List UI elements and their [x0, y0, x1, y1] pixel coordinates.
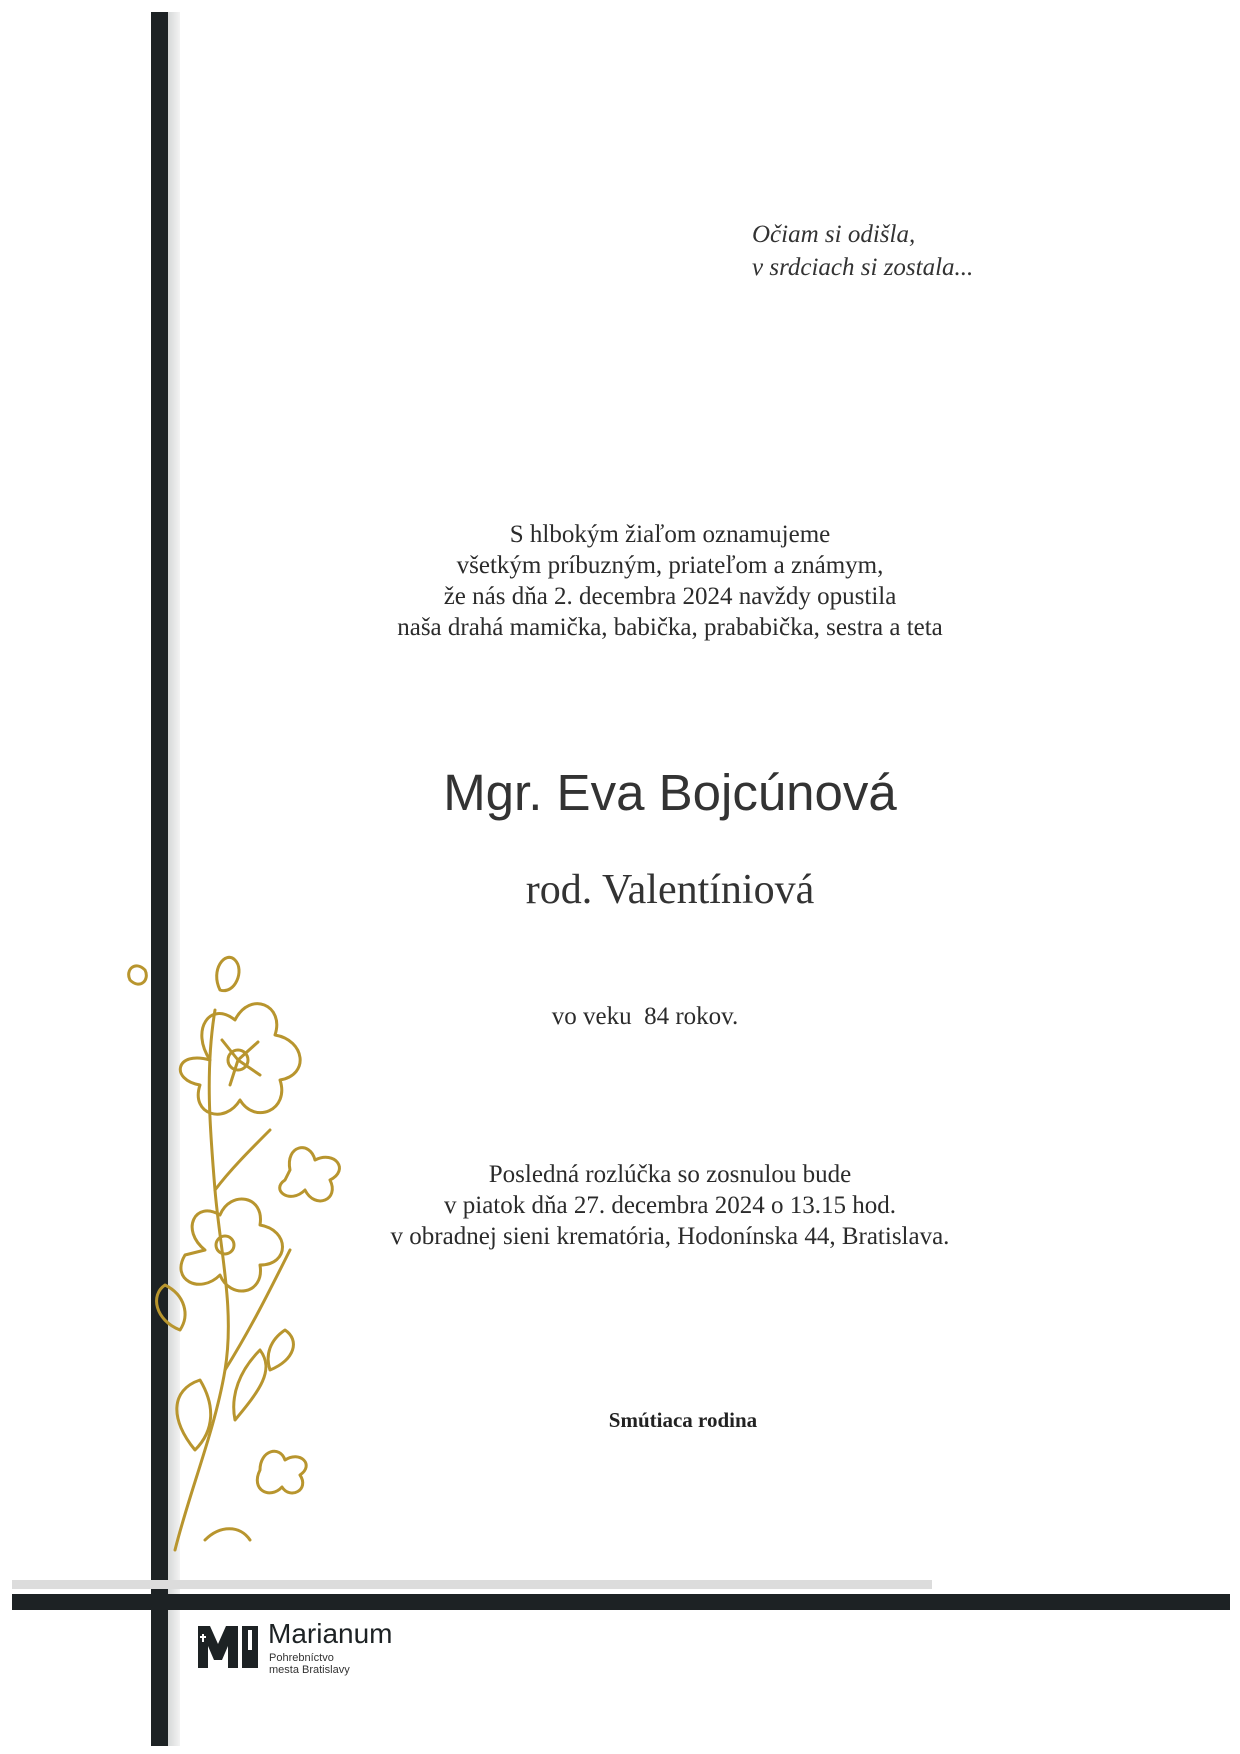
logo-subtitle	[269, 1652, 350, 1676]
funeral-line: v obradnej sieni krematória, Hodonínska 44, Bratislava.	[390, 1223, 950, 1250]
motto	[752, 218, 973, 284]
funeral-line: v piatok dňa 27. decembra 2024 o 13.15 hod.	[444, 1192, 896, 1219]
horizontal-border-shadow	[12, 1580, 932, 1589]
announcement-text	[330, 519, 1010, 643]
motto-line: Očiam si odišla,	[752, 221, 916, 248]
horizontal-border-bar	[12, 1594, 1230, 1610]
age-text: vo veku 84 rokov.	[551, 1003, 739, 1030]
funeral-line: Posledná rozlúčka so zosnulou bude	[488, 1161, 852, 1188]
deceased-name: Mgr. Eva Bojcúnová	[443, 764, 897, 821]
announcement-line: S hlbokým žiaľom oznamujeme	[509, 521, 831, 548]
marianum-logo-icon	[196, 1620, 260, 1670]
logo-name: Marianum	[268, 1618, 393, 1649]
funeral-details	[330, 1159, 1010, 1252]
announcement-line: že nás dňa 2. decembra 2024 navždy opustila	[443, 583, 897, 610]
floral-ornament-icon	[110, 950, 370, 1570]
motto-line: v srdciach si zostala...	[752, 254, 974, 281]
maiden-name: rod. Valentíniová	[525, 867, 815, 913]
announcement-line: naša drahá mamička, babička, prababička, sestra a teta	[397, 614, 943, 641]
logo-subtitle-line: Pohrebníctvo	[269, 1652, 334, 1664]
announcement-line: všetkým príbuzným, priateľom a známym,	[456, 552, 884, 579]
signature: Smútiaca rodina	[608, 1408, 758, 1432]
logo-subtitle-line: mesta Bratislavy	[269, 1664, 350, 1676]
